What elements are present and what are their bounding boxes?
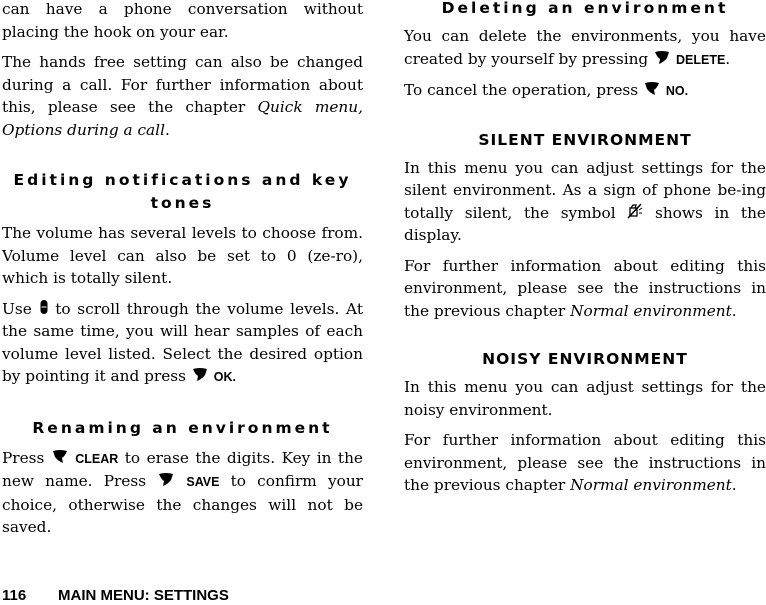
heading-deleting: Deleting an environment [441, 0, 729, 17]
left-softkey-icon [157, 472, 175, 487]
paragraph-silent-further [404, 255, 766, 323]
right-column [404, 0, 766, 505]
paragraph-silent [404, 157, 766, 247]
softkey-label-no: NO. [665, 84, 689, 98]
text: For further information about editing this environment, please see the instructions in the previous chapter [404, 256, 766, 320]
paragraph-scroll-volume [2, 298, 363, 389]
text: . [725, 49, 731, 68]
text: You can delete the environments, you have created by yourself by pressing [404, 27, 766, 68]
scroll-key-icon [39, 299, 49, 315]
right-softkey-icon [643, 81, 661, 96]
paragraph-handsfree-call [2, 51, 363, 141]
text: can have a phone conversation without placing the hook on your ear. [2, 0, 363, 41]
paragraph-volume-levels [2, 222, 363, 290]
paragraph-cancel [404, 79, 766, 103]
heading-noisy-environment: NOISY ENVIRONMENT [482, 350, 688, 368]
text: . [164, 120, 170, 139]
heading-editing-notifications: Editing notifications and key tones [13, 171, 352, 212]
text: . [731, 301, 737, 320]
softkey-label-ok: OK. [213, 370, 236, 384]
text: In this menu you can adjust settings for the silent environment. As a sign of phone be-ing totally silent, the symbol [404, 158, 766, 222]
chapter-reference: Quick menu, Options during a call [2, 98, 364, 139]
left-softkey-icon [191, 367, 209, 382]
left-softkey-icon [653, 50, 671, 65]
paragraph-rename [2, 447, 363, 539]
paragraph-delete [404, 25, 766, 71]
silent-mode-icon [627, 203, 643, 219]
heading-silent-environment: SILENT ENVIRONMENT [478, 130, 692, 149]
running-section-title: MAIN MENU: SETTINGS [58, 587, 229, 604]
text: to erase the digits. Key in the new name. Press [2, 448, 363, 490]
paragraph-noisy [404, 376, 766, 421]
page-footer [2, 587, 229, 605]
paragraph-handsfree-intro [2, 0, 363, 43]
page-number: 116 [2, 587, 27, 604]
text: For further information about editing this environment, please see the instructions in the previous chapter [404, 431, 766, 494]
text: In this menu you can adjust settings for the noisy environment. [404, 378, 766, 419]
text: The volume has several levels to choose from. Volume level can also be set to 0 (ze-ro), which is totally silent. [2, 224, 363, 287]
text: The hands free setting can also be changed during a call. For further information about this, please see the chapter [2, 53, 363, 116]
paragraph-noisy-further [404, 429, 766, 497]
text: . [731, 476, 737, 494]
chapter-reference: Normal environment [570, 301, 732, 320]
text: To cancel the operation, press [404, 81, 639, 99]
softkey-label-clear: CLEAR [75, 451, 119, 466]
chapter-reference: Normal environment [570, 476, 732, 494]
softkey-label-delete: DELETE [675, 52, 726, 67]
text: Press [2, 448, 45, 467]
text: shows in the display. [404, 203, 766, 244]
text: Use [2, 299, 32, 318]
right-softkey-icon [51, 449, 69, 464]
left-column [2, 0, 363, 547]
softkey-label-save: SAVE [186, 475, 220, 489]
text: to scroll through the volume levels. At the same time, you will hear samples of each volume level listed. Select the desired option by pointing it and press [2, 299, 363, 385]
heading-renaming: Renaming an environment [32, 418, 333, 437]
text: to confirm your choice, otherwise the changes will not be saved. [2, 472, 363, 536]
